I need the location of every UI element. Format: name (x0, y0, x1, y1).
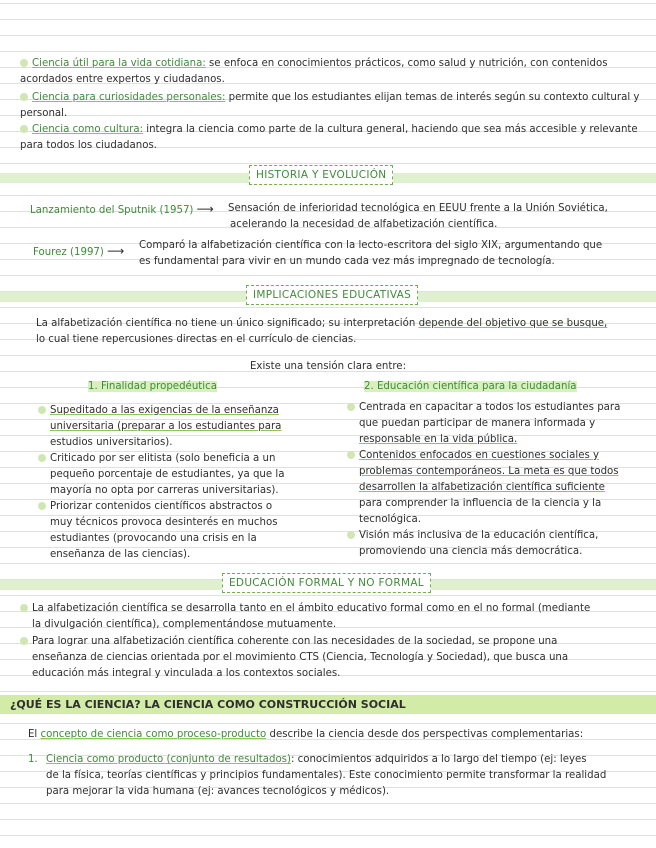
col1-item-1: Supeditado a las exigencias de la enseñanza universitaria (preparar a los estudiantes para estudios universitarios). (38, 403, 298, 451)
bullet-dot-icon (38, 406, 46, 414)
bullet-dot-icon (347, 451, 355, 459)
bullet-dot-icon (347, 403, 355, 411)
bullet-dot-icon (20, 125, 28, 133)
col1-item-3: Priorizar contenidos científicos abstractos o muy técnicos provoca desinterés en muchos estudiantes (provocando una crisis en la enseñanza de las ciencias). (38, 499, 298, 563)
bullet-dot-icon (38, 502, 46, 510)
section-label-formal: EDUCACIÓN FORMAL Y NO FORMAL (222, 573, 431, 593)
historia-desc-sputnik: Sensación de inferioridad tecnológica en EEUU frente a la Unión Soviética, acelerando la necesidad de alfabetización científica. (228, 203, 608, 230)
historia-desc-fourez: Comparó la alfabetización científica con la lecto-escritora del siglo XIX, argumentando que es fundamental para vivir en un mundo cada vez más impregnado de tecnología. (139, 240, 603, 267)
bullet-dot-icon (20, 93, 28, 101)
heading-ciencia: ¿QUÉ ES LA CIENCIA? LA CIENCIA COMO CONSTRUCCIÓN SOCIAL (0, 695, 656, 714)
tension-line: Existe una tensión clara entre: (249, 361, 406, 372)
bullet-text: integra la ciencia como parte de la cultura general, haciendo que sea más accesible y relevante para todos los ciudadanos. (20, 124, 638, 151)
intro-bullet-2 (20, 90, 640, 122)
intro-bullet-3 (20, 122, 640, 154)
col2-title: 2. Educación científica para la ciudadanía (364, 381, 577, 392)
right-arrow-icon: ⟶ (196, 202, 214, 216)
formal-paragraph-2: Para lograr una alfabetización científica coherente con las necesidades de la sociedad, se propone una enseñanza de ciencias orientada por el movimiento CTS (Ciencia, Tecnología y Sociedad), que busca una educación más integral y vinculada a los contextos sociales. (20, 634, 640, 682)
col2-item-3: Visión más inclusiva de la educación científica, promoviendo una ciencia más democrática. (347, 528, 647, 560)
formal-paragraph-1: La alfabetización científica se desarrolla tanto en el ámbito educativo formal como en el no formal (mediante la divulgación científica), complementándose mutuamente. (20, 601, 640, 633)
implicaciones-paragraph: La alfabetización científica no tiene un único significado; su interpretación depende del objetivo que se busque, lo cual tiene repercusiones directas en el currículo de ciencias. (36, 318, 608, 345)
intro-bullet-1 (20, 56, 640, 88)
bullet-term: Ciencia útil para la vida cotidiana: (32, 58, 206, 69)
historia-term-sputnik: Lanzamiento del Sputnik (1957) ⟶ (30, 202, 214, 216)
bullet-term: Ciencia como cultura: (32, 124, 144, 135)
bullet-text: permite que los estudiantes elijan temas de interés según su contexto cultural y personal. (20, 92, 640, 119)
col1-title: 1. Finalidad propedéutica (88, 381, 217, 392)
ciencia-intro: El concepto de ciencia como proceso-producto describe la ciencia desde dos perspectivas complementarias: (28, 729, 584, 740)
col1-item-2: Criticado por ser elitista (solo beneficia a un pequeño porcentaje de estudiantes, ya que la mayoría no opta por carreras universitarias). (38, 451, 298, 499)
bullet-dot-icon (20, 637, 28, 645)
bullet-dot-icon (347, 531, 355, 539)
col2-item-2: Contenidos enfocados en cuestiones sociales y problemas contemporáneos. La meta es que todos desarrollen la alfabetización científica suficiente para comprender la influencia de la ciencia y la tecnológica. (347, 448, 647, 528)
col2-item-1: Centrada en capacitar a todos los estudiantes para que puedan participar de manera informada y responsable en la vida pública. (347, 400, 647, 448)
section-label-implicaciones: IMPLICACIONES EDUCATIVAS (246, 285, 418, 305)
section-label-historia: HISTORIA Y EVOLUCIÓN (249, 165, 393, 185)
bullet-dot-icon (20, 604, 28, 612)
historia-term-fourez: Fourez (1997) ⟶ (33, 244, 125, 258)
ciencia-item-1: 1. Ciencia como producto (conjunto de resultados): conocimientos adquiridos a lo largo del tiempo (ej: leyes de la física, teorías científicas y principios fundamentales). Este conocimiento permite transformar la realidad para mejorar la vida humana (ej: avances tecnológicos y médicos). (28, 754, 607, 797)
right-arrow-icon: ⟶ (107, 244, 125, 258)
bullet-dot-icon (38, 454, 46, 462)
bullet-text: se enfoca en conocimientos prácticos, como salud y nutrición, con contenidos acordados entre expertos y ciudadanos. (20, 58, 608, 85)
bullet-dot-icon (20, 59, 28, 67)
bullet-term: Ciencia para curiosidades personales: (32, 92, 226, 103)
